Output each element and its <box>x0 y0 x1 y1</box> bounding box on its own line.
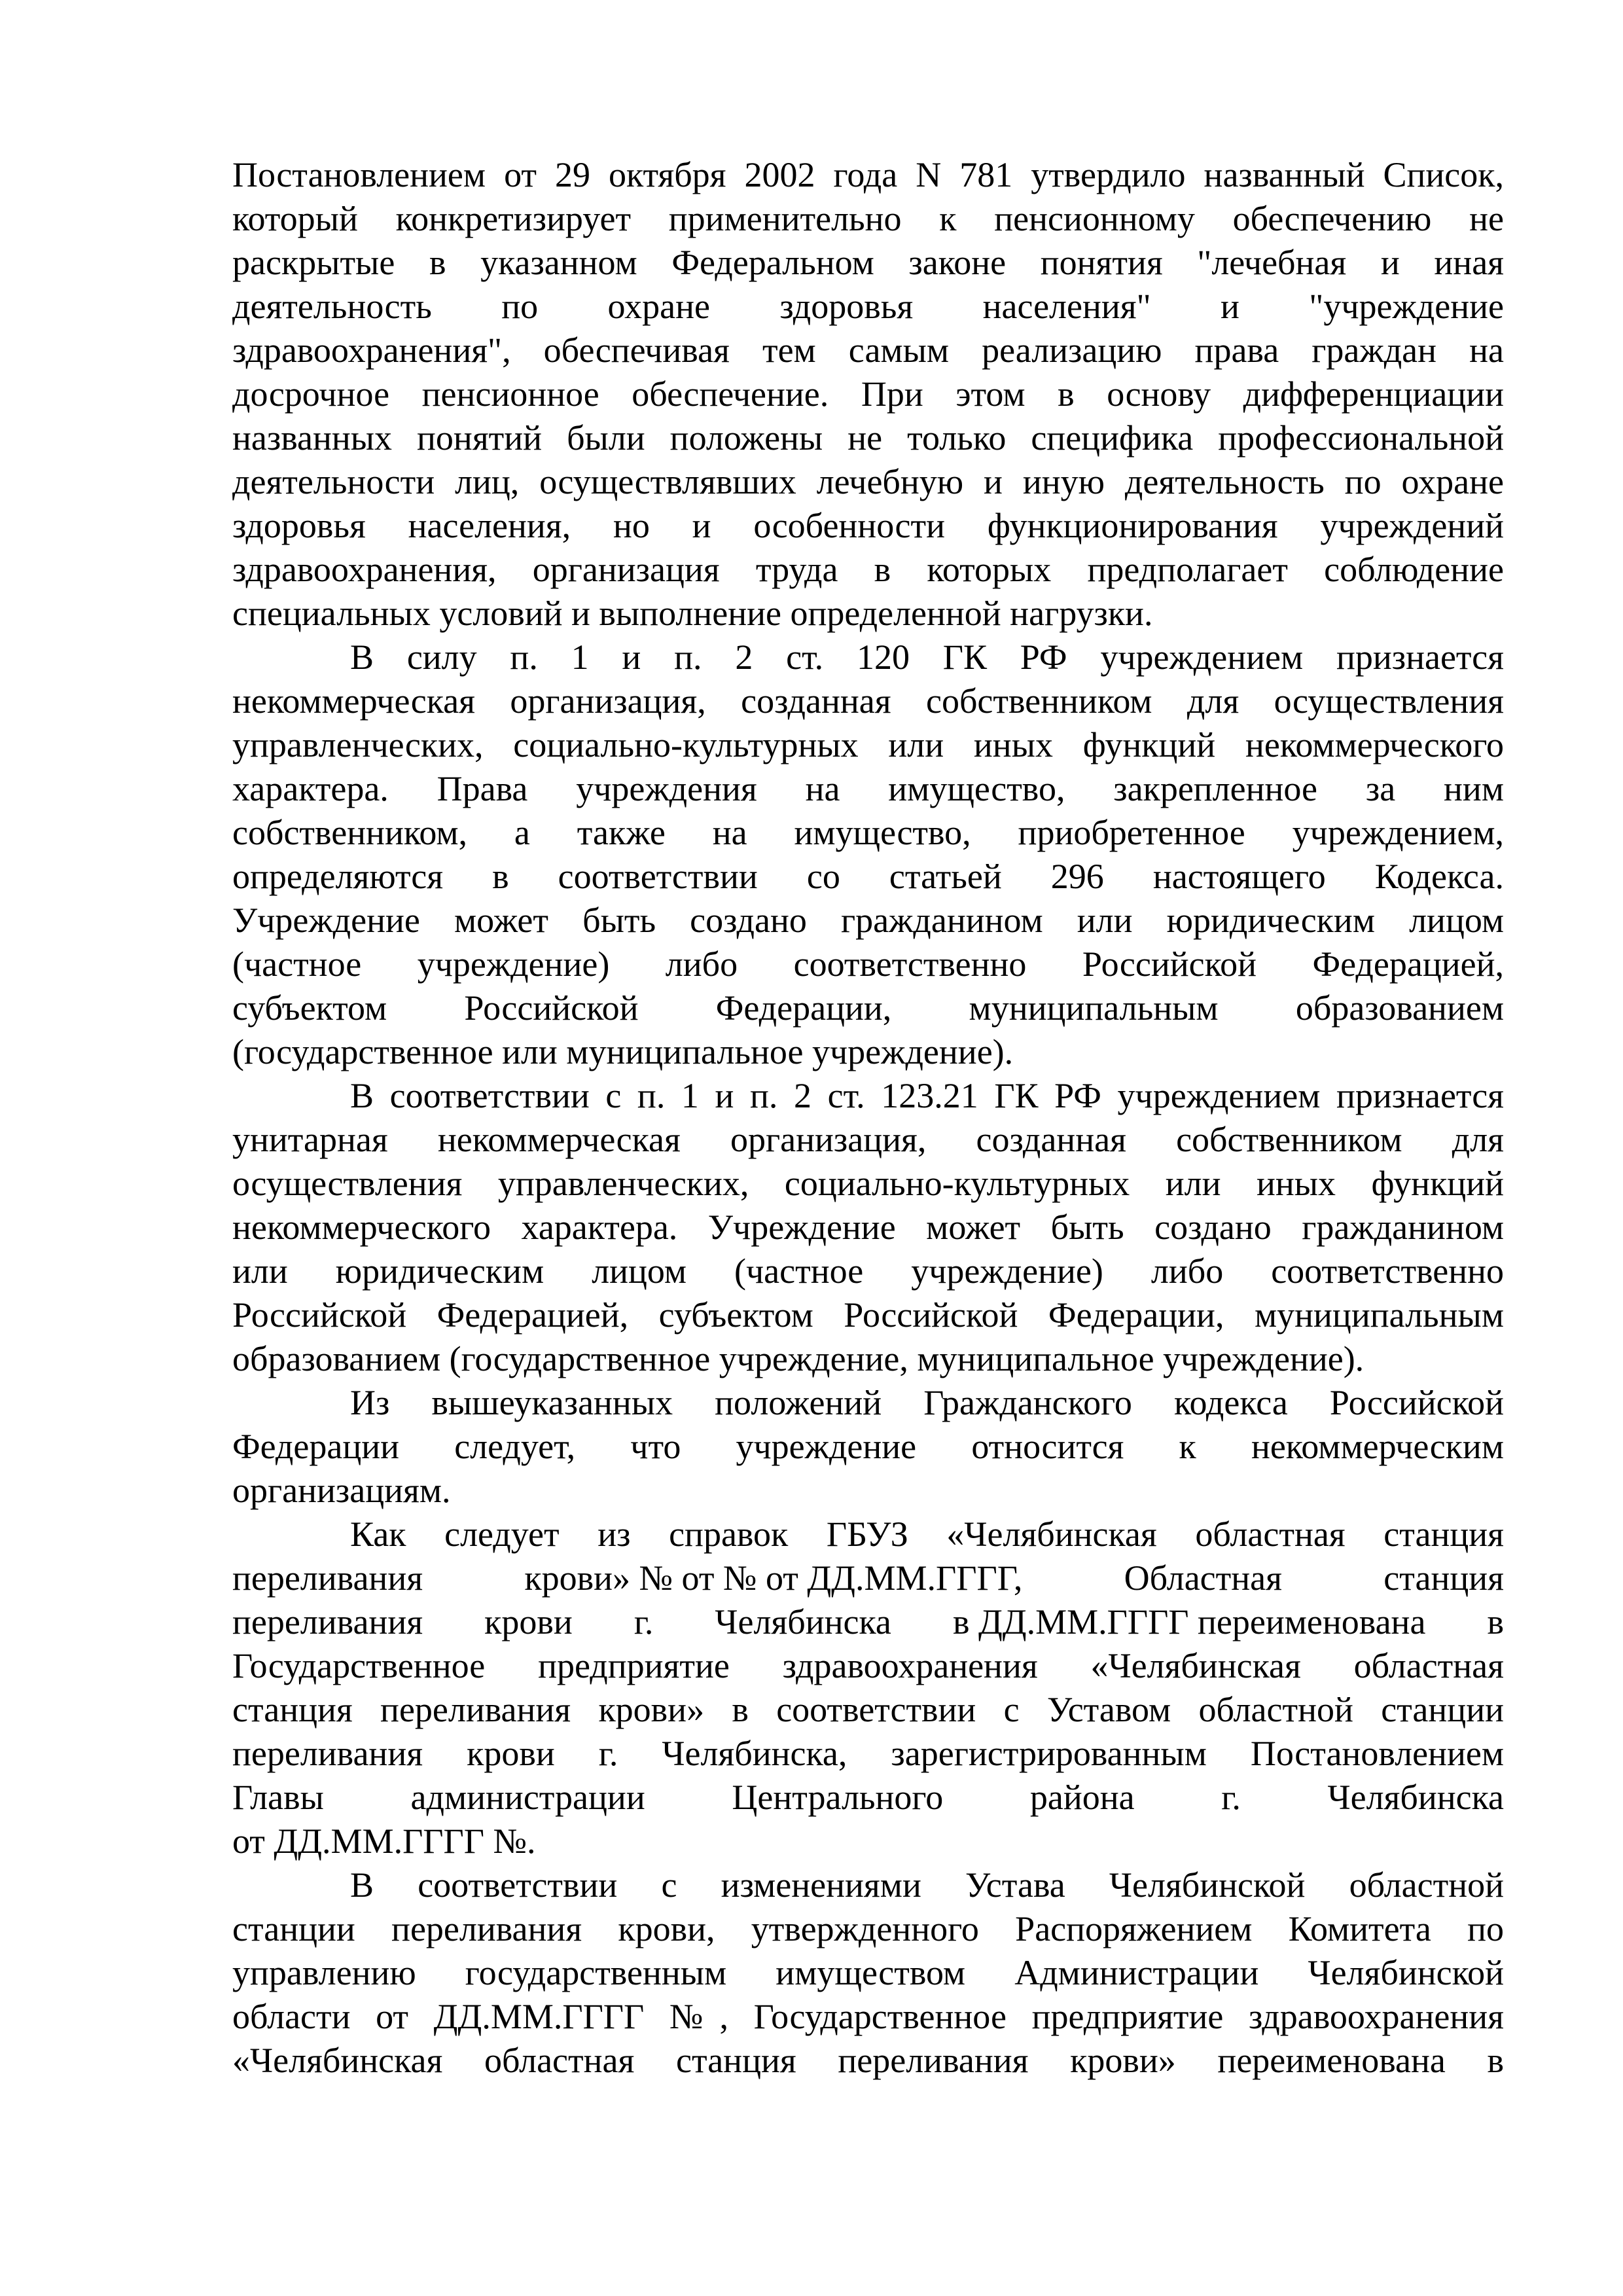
text-line: здравоохранения", обеспечивая тем самым реализацию права граждан на <box>232 331 1504 370</box>
text-chunk: крови» № от № от ДД.ММ.ГГГГ, <box>524 1558 1023 1598</box>
text-line: «Челябинская областная станция переливания крови» переименована в <box>232 2041 1504 2080</box>
text-line: деятельности лиц, осуществлявших лечебную и иную деятельность по охране <box>232 462 1504 501</box>
paragraph <box>232 153 1504 636</box>
text-line: который конкретизирует применительно к пенсионному обеспечению не <box>232 199 1504 238</box>
text-line: (государственное или муниципальное учреждение). <box>232 1032 1014 1071</box>
paragraph <box>232 1513 1504 1863</box>
text-line: Из вышеуказанных положений Гражданского кодекса Российской <box>350 1383 1504 1422</box>
text-line: образованием (государственное учреждение, муниципальное учреждение). <box>232 1339 1364 1378</box>
text-line: организациям. <box>232 1471 451 1510</box>
text-line: раскрытые в указанном Федеральном законе понятия "лечебная и иная <box>232 243 1504 282</box>
text-line: области от ДД.ММ.ГГГГ №, Государственное предприятие здравоохранения <box>232 1997 1504 2036</box>
text-chunk: Областная <box>1124 1558 1282 1598</box>
text-line: досрочное пенсионное обеспечение. При этом в основу дифференциации <box>232 374 1504 414</box>
text-chunk: Челябинска <box>715 1602 891 1641</box>
text-line: здоровья населения, но и особенности функционирования учреждений <box>232 506 1504 545</box>
text-line: Федерации следует, что учреждение относится к некоммерческим <box>232 1427 1504 1466</box>
text-line <box>232 1600 1504 1644</box>
text-line: субъектом Российской Федерации, муниципальным образованием <box>232 988 1504 1028</box>
text-chunk: г. <box>633 1602 654 1641</box>
text-line: или юридическим лицом (частное учреждение) либо соответственно <box>232 1251 1504 1291</box>
text-chunk: в ДД.ММ.ГГГГ переименована <box>952 1602 1426 1641</box>
text-line: от ДД.ММ.ГГГГ №. <box>232 1821 536 1861</box>
text-line: некоммерческого характера. Учреждение может быть создано гражданином <box>232 1208 1504 1247</box>
text-chunk: в <box>1487 1602 1504 1641</box>
text-chunk: станция <box>1383 1558 1504 1598</box>
text-line: здравоохранения, организация труда в которых предполагает соблюдение <box>232 550 1504 589</box>
text-line: переливания крови г. Челябинска, зарегистрированным Постановлением <box>232 1734 1504 1773</box>
text-line: управлению государственным имуществом Администрации Челябинской <box>232 1953 1504 1992</box>
text-line: унитарная некоммерческая организация, созданная собственником для <box>232 1120 1504 1159</box>
text-line: станции переливания крови, утвержденного Распоряжением Комитета по <box>232 1909 1504 1948</box>
text-line: Как следует из справок ГБУЗ «Челябинская областная станция <box>350 1515 1504 1554</box>
paragraph <box>232 1381 1504 1513</box>
text-line: деятельность по охране здоровья населения" и "учреждение <box>232 287 1504 326</box>
text-line: определяются в соответствии со статьей 296 настоящего Кодекса. <box>232 857 1504 896</box>
text-line: осуществления управленческих, социально-культурных или иных функций <box>232 1164 1504 1203</box>
text-line: Главы администрации Центрального района г. Челябинска <box>232 1778 1504 1817</box>
paragraph <box>232 1863 1504 2083</box>
text-line: Учреждение может быть создано гражданином или юридическим лицом <box>232 901 1504 940</box>
text-line: Российской Федерацией, субъектом Российской Федерации, муниципальным <box>232 1295 1504 1335</box>
text-line: характера. Права учреждения на имущество, закрепленное за ним <box>232 769 1504 808</box>
text-chunk: переливания <box>232 1558 423 1598</box>
text-line: Постановлением от 29 октября 2002 года N 781 утвердило названный Список, <box>232 155 1504 194</box>
text-line: некоммерческая организация, созданная собственником для осуществления <box>232 681 1504 721</box>
text-line: (частное учреждение) либо соответственно Российской Федерацией, <box>232 944 1504 984</box>
text-line: собственником, а также на имущество, приобретенное учреждением, <box>232 813 1504 852</box>
text-line: станция переливания крови» в соответствии с Уставом областной станции <box>232 1690 1504 1729</box>
text-line: названных понятий были положены не только специфика профессиональной <box>232 418 1504 457</box>
text-line: В соответствии с изменениями Устава Челябинской областной <box>350 1865 1504 1905</box>
text-line: управленческих, социально-культурных или иных функций некоммерческого <box>232 725 1504 764</box>
paragraph <box>232 636 1504 1074</box>
paragraph <box>232 1074 1504 1381</box>
text-chunk: переливания <box>232 1602 423 1641</box>
text-line <box>232 1556 1504 1600</box>
text-line: В силу п. 1 и п. 2 ст. 120 ГК РФ учреждением признается <box>350 637 1504 677</box>
text-line: В соответствии с п. 1 и п. 2 ст. 123.21 ГК РФ учреждением признается <box>350 1076 1504 1115</box>
text-line: Государственное предприятие здравоохранения «Челябинская областная <box>232 1646 1504 1685</box>
text-line: специальных условий и выполнение определенной нагрузки. <box>232 594 1153 633</box>
text-chunk: крови <box>484 1602 573 1641</box>
